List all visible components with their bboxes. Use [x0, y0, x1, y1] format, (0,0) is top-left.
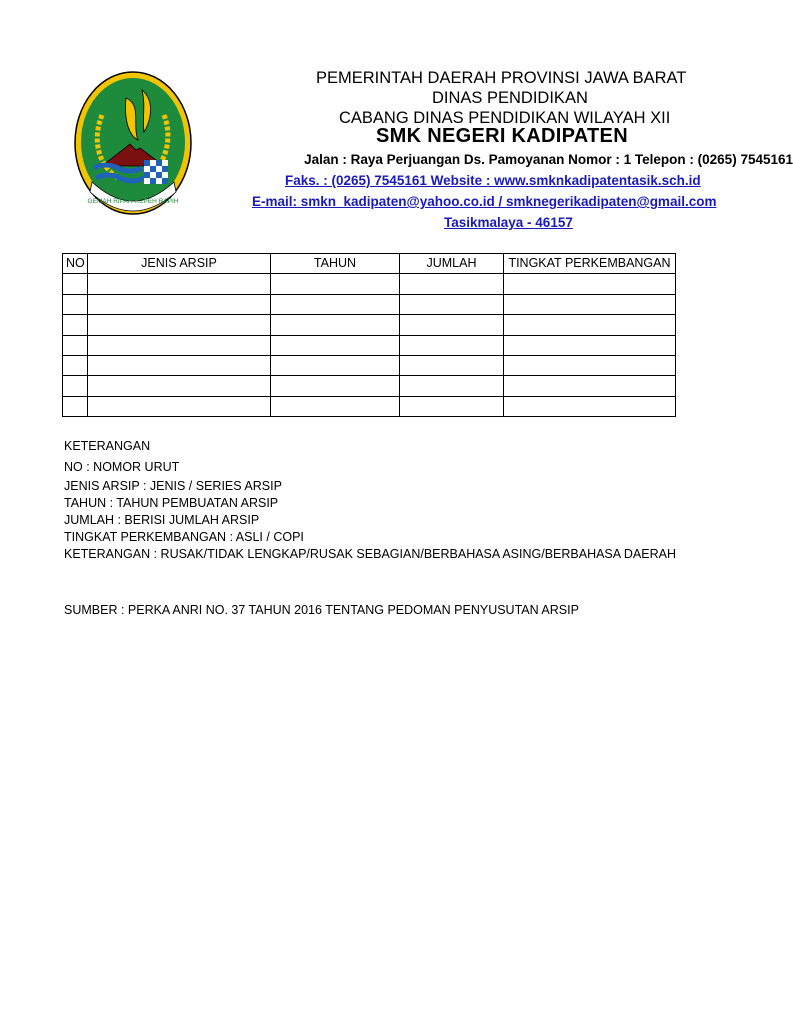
column-header-no[interactable]: NO [63, 254, 88, 274]
table-row [63, 376, 676, 396]
table-cell[interactable] [400, 396, 504, 416]
table-header-row [63, 254, 676, 274]
table-cell[interactable] [504, 376, 676, 396]
notes-title: KETERANGAN [64, 439, 151, 453]
note-item: TINGKAT PERKEMBANGAN : ASLI / COPI [64, 530, 304, 544]
table-row [63, 335, 676, 355]
table-cell[interactable] [63, 396, 88, 416]
table-cell[interactable] [88, 335, 271, 355]
table-cell[interactable] [88, 376, 271, 396]
table-cell[interactable] [504, 396, 676, 416]
table-cell[interactable] [271, 315, 400, 335]
table-cell[interactable] [271, 376, 400, 396]
provincial-emblem-logo [72, 70, 194, 216]
logo-motto: GEMAH RIPAH REPEH RAPIH [87, 198, 179, 205]
contact-cell [262, 172, 701, 192]
address-cell [262, 151, 793, 171]
address-text: Jalan : Raya Perjuangan Ds. Pamoyanan Nomor : 1 Telepon : (0265) 7545161 [304, 152, 793, 167]
note-item: JUMLAH : BERISI JUMLAH ARSIP [64, 513, 260, 527]
column-header-tahun[interactable]: TAHUN [271, 254, 400, 274]
header-line-2: DINAS PENDIDIKAN [432, 89, 588, 107]
table-cell[interactable] [504, 355, 676, 375]
table-cell[interactable] [88, 396, 271, 416]
table-cell[interactable] [88, 315, 271, 335]
table-cell[interactable] [271, 355, 400, 375]
note-item: KETERANGAN : RUSAK/TIDAK LENGKAP/RUSAK SEBAGIAN/BERBAHASA ASING/BERBAHASA DAERAH [64, 547, 676, 561]
table-cell[interactable] [88, 274, 271, 294]
table-cell[interactable] [400, 335, 504, 355]
school-name: SMK NEGERI KADIPATEN [376, 125, 628, 147]
table-cell[interactable] [63, 355, 88, 375]
table-row [63, 396, 676, 416]
note-item: TAHUN : TAHUN PEMBUATAN ARSIP [64, 496, 279, 510]
table-row [63, 274, 676, 294]
table-row [63, 294, 676, 314]
table-cell[interactable] [400, 294, 504, 314]
table-cell[interactable] [400, 355, 504, 375]
table-cell[interactable] [271, 294, 400, 314]
table-cell[interactable] [504, 335, 676, 355]
table-cell[interactable] [400, 274, 504, 294]
email-link[interactable]: E-mail: smkn_kadipaten@yahoo.co.id / smknegerikadipaten@gmail.com [252, 194, 717, 209]
table-cell[interactable] [271, 335, 400, 355]
table-cell[interactable] [504, 294, 676, 314]
table-cell[interactable] [88, 294, 271, 314]
table-cell[interactable] [63, 294, 88, 314]
table-cell[interactable] [400, 376, 504, 396]
source-note: SUMBER : PERKA ANRI NO. 37 TAHUN 2016 TENTANG PEDOMAN PENYUSUTAN ARSIP [64, 603, 579, 617]
city-text[interactable]: Tasikmalaya - 46157 [444, 215, 573, 230]
column-header-jenis-arsip[interactable]: JENIS ARSIP [88, 254, 271, 274]
table-cell[interactable] [271, 274, 400, 294]
note-item: NO : NOMOR URUT [64, 460, 180, 474]
column-header-tingkat-perkembangan[interactable]: TINGKAT PERKEMBANGAN [504, 254, 676, 274]
table-cell[interactable] [63, 376, 88, 396]
table-cell[interactable] [504, 274, 676, 294]
contact-link[interactable]: Faks. : (0265) 7545161 Website : www.smknkadipatentasik.sch.id [285, 173, 701, 188]
table-cell[interactable] [63, 315, 88, 335]
note-item: JENIS ARSIP : JENIS / SERIES ARSIP [64, 479, 282, 493]
table-cell[interactable] [63, 274, 88, 294]
table-cell[interactable] [88, 355, 271, 375]
table-cell[interactable] [63, 335, 88, 355]
email-cell [252, 193, 717, 213]
archive-table [62, 253, 676, 417]
table-cell[interactable] [504, 315, 676, 335]
header-line-1: PEMERINTAH DAERAH PROVINSI JAWA BARAT [316, 69, 687, 87]
table-row [63, 315, 676, 335]
table-row [63, 355, 676, 375]
table-cell[interactable] [400, 315, 504, 335]
table-cell[interactable] [271, 396, 400, 416]
header-line-3: CABANG DINAS PENDIDIKAN WILAYAH XII [339, 109, 671, 127]
column-header-jumlah[interactable]: JUMLAH [400, 254, 504, 274]
